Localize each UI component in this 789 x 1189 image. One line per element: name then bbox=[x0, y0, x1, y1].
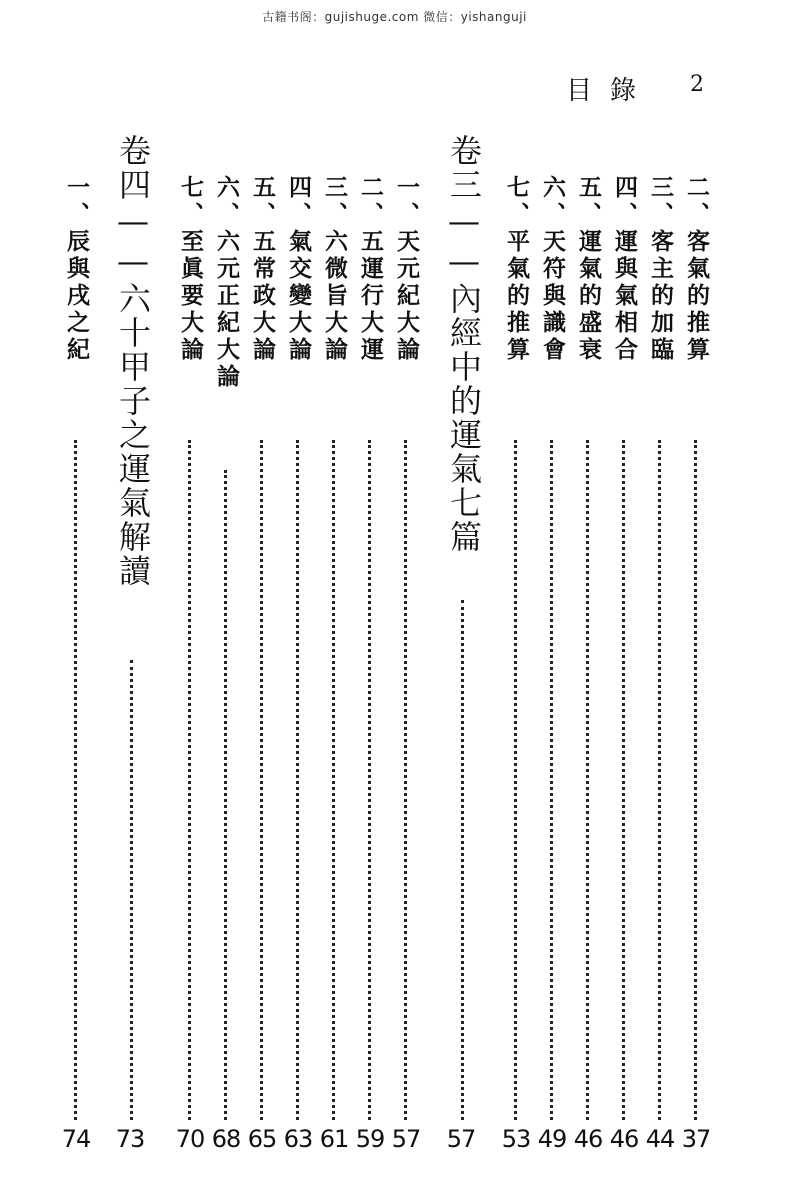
toc-entry-title: 二、客氣的推算 bbox=[683, 175, 709, 364]
toc-page-number: 46 bbox=[609, 1125, 639, 1153]
toc-entry-title: 六、天符與識會 bbox=[539, 175, 565, 364]
toc-entry-title: 四、氣交變大論 bbox=[285, 175, 311, 364]
page-number: 2 bbox=[690, 72, 704, 97]
toc-page-number: 68 bbox=[211, 1125, 241, 1153]
leader-dots bbox=[622, 440, 625, 1120]
toc-page-number: 57 bbox=[446, 1125, 476, 1153]
leader-dots bbox=[224, 470, 227, 1120]
leader-dots bbox=[260, 440, 263, 1120]
watermark: 古籍书阁：gujishuge.com 微信：yishanguji bbox=[262, 10, 527, 24]
toc-entry-title: 三、客主的加臨 bbox=[647, 175, 673, 364]
toc-page-number: 63 bbox=[283, 1125, 313, 1153]
leader-dots bbox=[514, 440, 517, 1120]
toc-page-number: 53 bbox=[501, 1125, 531, 1153]
toc-page-number: 37 bbox=[681, 1125, 711, 1153]
toc-entry-title: 一、辰與戌之紀 bbox=[63, 175, 89, 364]
toc-page-number: 57 bbox=[391, 1125, 421, 1153]
toc-page-number: 61 bbox=[319, 1125, 349, 1153]
toc-entry-title: 七、平氣的推算 bbox=[503, 175, 529, 364]
leader-dots bbox=[188, 440, 191, 1120]
toc-entry-title: 五、運氣的盛衰 bbox=[575, 175, 601, 364]
toc-entry-title: 四、運與氣相合 bbox=[611, 175, 637, 364]
leader-dots bbox=[130, 660, 133, 1120]
toc-volume-title: 卷四——六十甲子之運氣解讀 bbox=[114, 134, 152, 588]
leader-dots bbox=[694, 440, 697, 1120]
toc-entry-title: 七、至眞要大論 bbox=[177, 175, 203, 364]
toc-page-number: 44 bbox=[645, 1125, 675, 1153]
toc-entry-title: 一、天元紀大論 bbox=[393, 175, 419, 364]
leader-dots bbox=[332, 440, 335, 1120]
leader-dots bbox=[404, 440, 407, 1120]
leader-dots bbox=[296, 440, 299, 1120]
toc-entry-title: 六、六元正紀大論 bbox=[213, 175, 239, 391]
leader-dots bbox=[74, 440, 77, 1120]
toc-entry-title: 三、六微旨大論 bbox=[321, 175, 347, 364]
toc-page-number: 65 bbox=[247, 1125, 277, 1153]
leader-dots bbox=[461, 600, 464, 1120]
toc-page-number: 73 bbox=[115, 1125, 145, 1153]
toc-entry-title: 二、五運行大運 bbox=[357, 175, 383, 364]
toc-entry-title: 五、五常政大論 bbox=[249, 175, 275, 364]
toc-page-number: 59 bbox=[355, 1125, 385, 1153]
toc-page-number: 46 bbox=[573, 1125, 603, 1153]
toc-volume-title: 卷三——內經中的運氣七篇 bbox=[445, 134, 483, 554]
toc-page-number: 70 bbox=[175, 1125, 205, 1153]
leader-dots bbox=[368, 440, 371, 1120]
toc-page-number: 74 bbox=[61, 1125, 91, 1153]
leader-dots bbox=[586, 440, 589, 1120]
leader-dots bbox=[550, 440, 553, 1120]
toc-page-number: 49 bbox=[537, 1125, 567, 1153]
leader-dots bbox=[658, 440, 661, 1120]
page-title: 目錄 bbox=[566, 76, 655, 106]
